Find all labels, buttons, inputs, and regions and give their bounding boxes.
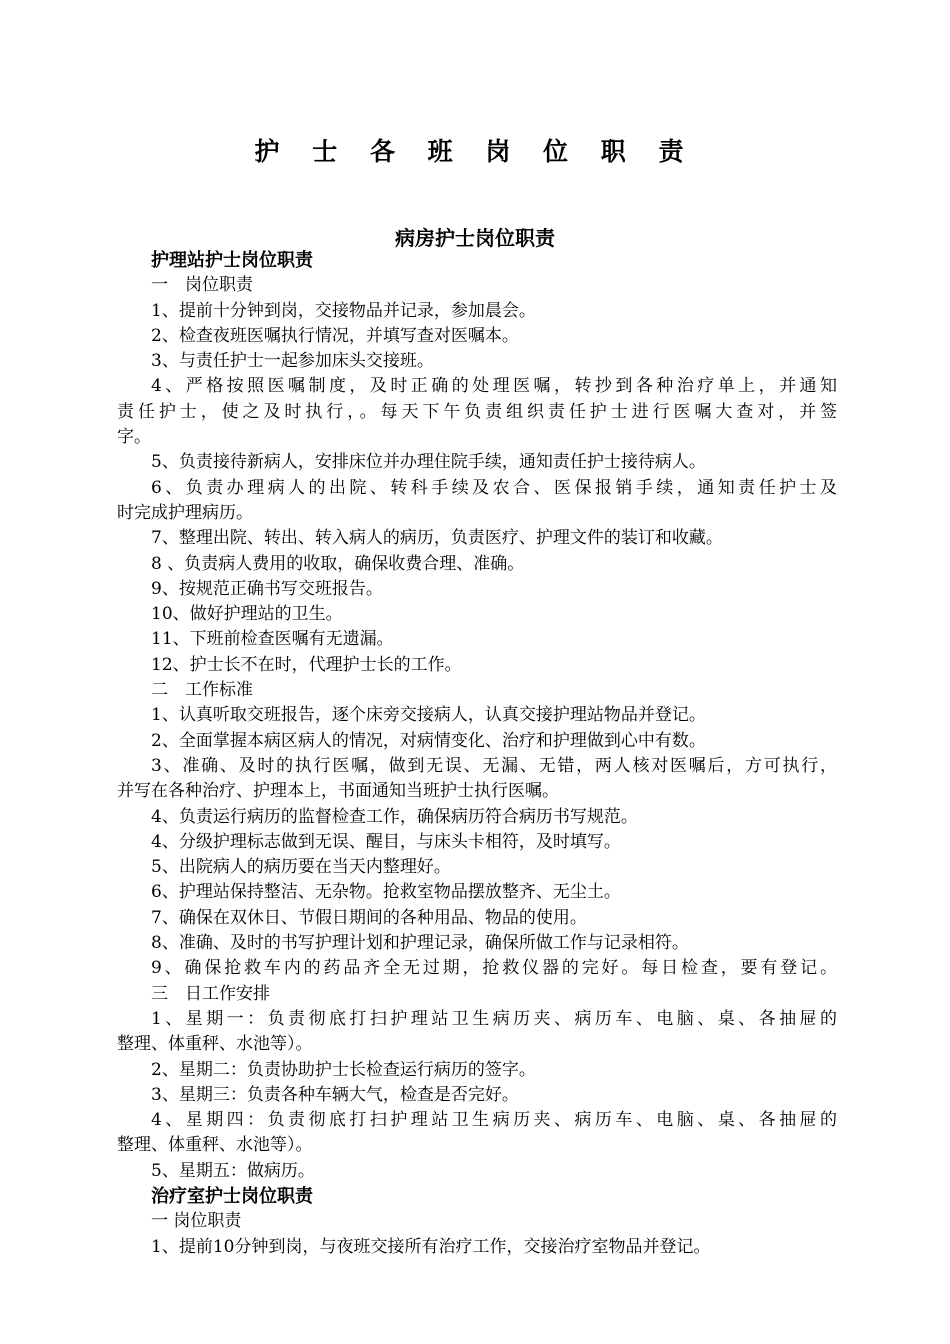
document-line: 字。 (117, 427, 151, 448)
document-line: 一 岗位职责 (151, 275, 253, 296)
document-line: 5、负责接待新病人，安排床位并办理住院手续，通知责任护士接待病人。 (151, 452, 706, 473)
document-line: 9、按规范正确书写交班报告。 (151, 578, 383, 599)
document-line: 10、做好护理站的卫生。 (151, 604, 343, 625)
document-line: 12、护士长不在时，代理护士长的工作。 (151, 654, 462, 675)
document-line: 7、确保在双休日、节假日期间的各种用品、物品的使用。 (151, 907, 587, 928)
document-line: 整理、体重秤、水池等）。 (117, 1135, 313, 1156)
document-line: 8、准确、及时的书写护理计划和护理记录，确保所做工作与记录相符。 (151, 933, 689, 954)
document-line: 3、星期三：负责各种车辆大气，检查是否完好。 (151, 1084, 519, 1105)
document-line: 2、全面掌握本病区病人的情况，对病情变化、治疗和护理做到心中有数。 (151, 730, 706, 751)
document-line: 时完成护理病历。 (117, 502, 253, 523)
document-line: 4、负责运行病历的监督检查工作，确保病历符合病历书写规范。 (151, 806, 638, 827)
document-line: 一 岗位职责 (151, 1211, 242, 1232)
document-line: 1、提前10分钟到岗，与夜班交接所有治疗工作，交接治疗室物品并登记。 (151, 1236, 711, 1257)
document-line: 2、星期二：负责协助护士长检查运行病历的签字。 (151, 1059, 536, 1080)
document-line: 3、与责任护士一起参加床头交接班。 (151, 351, 434, 372)
document-line: 整理、体重秤、水池等）。 (117, 1034, 313, 1055)
section-heading: 治疗室护士岗位职责 (151, 1185, 313, 1207)
document-title: 护 士 各 班 岗 位 职 责 (254, 137, 696, 166)
document-line: 三 日工作安排 (151, 983, 270, 1004)
document-line: 11、下班前检查医嘱有无遗漏。 (151, 629, 394, 650)
document-subtitle: 病房护士岗位职责 (395, 226, 555, 250)
section-heading: 护理站护士岗位职责 (151, 250, 313, 271)
document-line: 4、严格按照医嘱制度，及时正确的处理医嘱，转抄到各种治疗单上，并通知 (151, 376, 837, 397)
document-line: 1、提前十分钟到岗，交接物品并记录，参加晨会。 (151, 300, 536, 321)
document-line: 3、准确、及时的执行医嘱，做到无误、无漏、无错，两人核对医嘱后，方可执行， (151, 755, 837, 776)
document-line: 4、分级护理标志做到无误、醒目，与床头卡相符，及时填写。 (151, 831, 621, 852)
document-line: 并写在各种治疗、护理本上，书面通知当班护士执行医嘱。 (117, 781, 559, 802)
document-line: 责任护士，使之及时执行，。每天下午负责组织责任护士进行医嘱大查对，并签 (117, 401, 837, 422)
document-line: 5、出院病人的病历要在当天内整理好。 (151, 857, 451, 878)
document-line: 4、星期四：负责彻底打扫护理站卫生病历夹、病历车、电脑、桌、各抽屉的 (151, 1110, 837, 1131)
document-line: 5、星期五：做病历。 (151, 1160, 315, 1181)
document-line: 1、认真听取交班报告，逐个床旁交接病人，认真交接护理站物品并登记。 (151, 705, 706, 726)
document-line: 2、检查夜班医嘱执行情况，并填写查对医嘱本。 (151, 325, 519, 346)
document-line: 1、星期一：负责彻底打扫护理站卫生病历夹、病历车、电脑、桌、各抽屉的 (151, 1008, 837, 1029)
document-body (117, 248, 837, 1260)
document-line: 6、负责办理病人的出院、转科手续及农合、医保报销手续，通知责任护士及 (151, 477, 837, 498)
document-line: 8 、负责病人费用的收取，确保收费合理、准确。 (151, 553, 525, 574)
document-line: 二 工作标准 (151, 680, 253, 701)
document-line: 6、护理站保持整洁、无杂物。抢救室物品摆放整齐、无尘土。 (151, 882, 621, 903)
document-line: 7、整理出院、转出、转入病人的病历，负责医疗、护理文件的装订和收藏。 (151, 528, 723, 549)
document-line: 9、确保抢救车内的药品齐全无过期，抢救仪器的完好。每日检查，要有登记。 (151, 958, 837, 979)
